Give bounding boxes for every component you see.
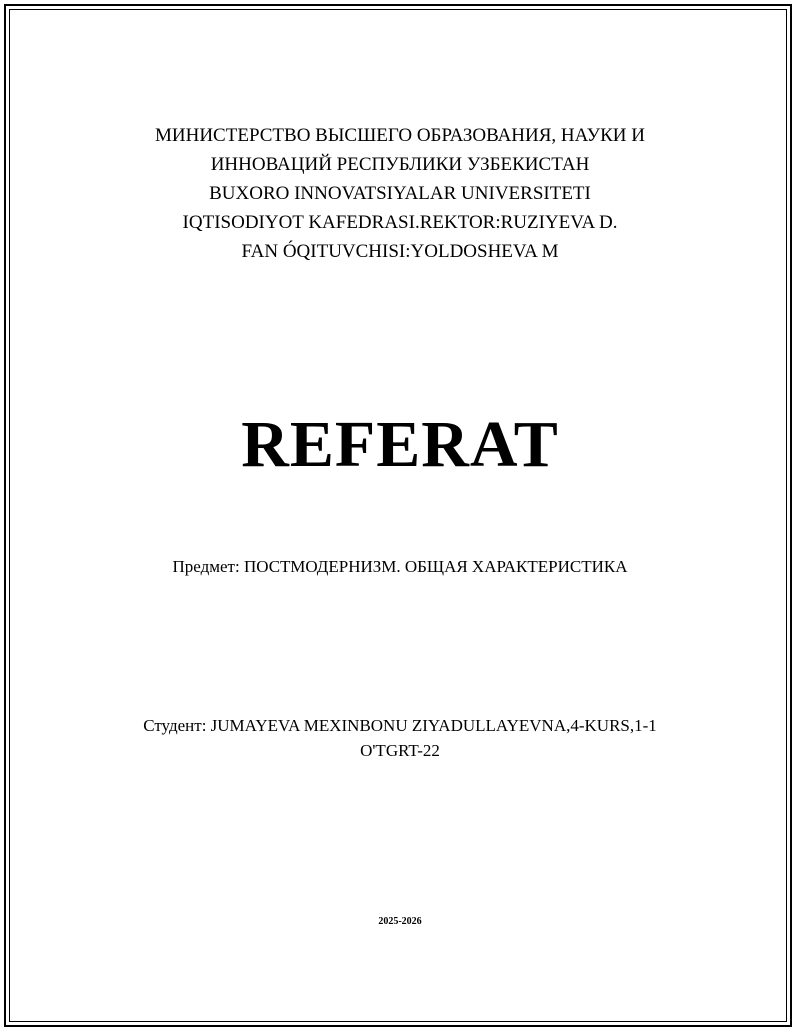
header-line-department: IQTISODIYOT KAFEDRASI.REKTOR:RUZIYEVA D. — [182, 212, 618, 233]
student-info — [0, 713, 800, 763]
student-line-group: O'TGRT-22 — [360, 741, 440, 760]
institution-header — [0, 121, 800, 266]
header-line-ministry-1: МИНИСТЕРСТВО ВЫСШЕГО ОБРАЗОВАНИЯ, НАУКИ И — [155, 125, 645, 146]
header-line-teacher: FAN ÓQITUVCHISI:YOLDOSHEVA M — [241, 241, 559, 262]
student-line-name: Студент: JUMAYEVA MEXINBONU ZIYADULLAYEVNA,4-KURS,1-1 — [143, 716, 657, 735]
subject-line: Предмет: ПОСТМОДЕРНИЗМ. ОБЩАЯ ХАРАКТЕРИСТИКА — [172, 557, 628, 576]
header-line-ministry-2: ИННОВАЦИЙ РЕСПУБЛИКИ УЗБЕКИСТАН — [210, 154, 590, 175]
document-title: REFERAT — [241, 408, 559, 481]
academic-year: 2025-2026 — [378, 916, 422, 927]
header-line-university: BUXORO INNOVATSIYALAR UNIVERSITETI — [209, 183, 591, 204]
